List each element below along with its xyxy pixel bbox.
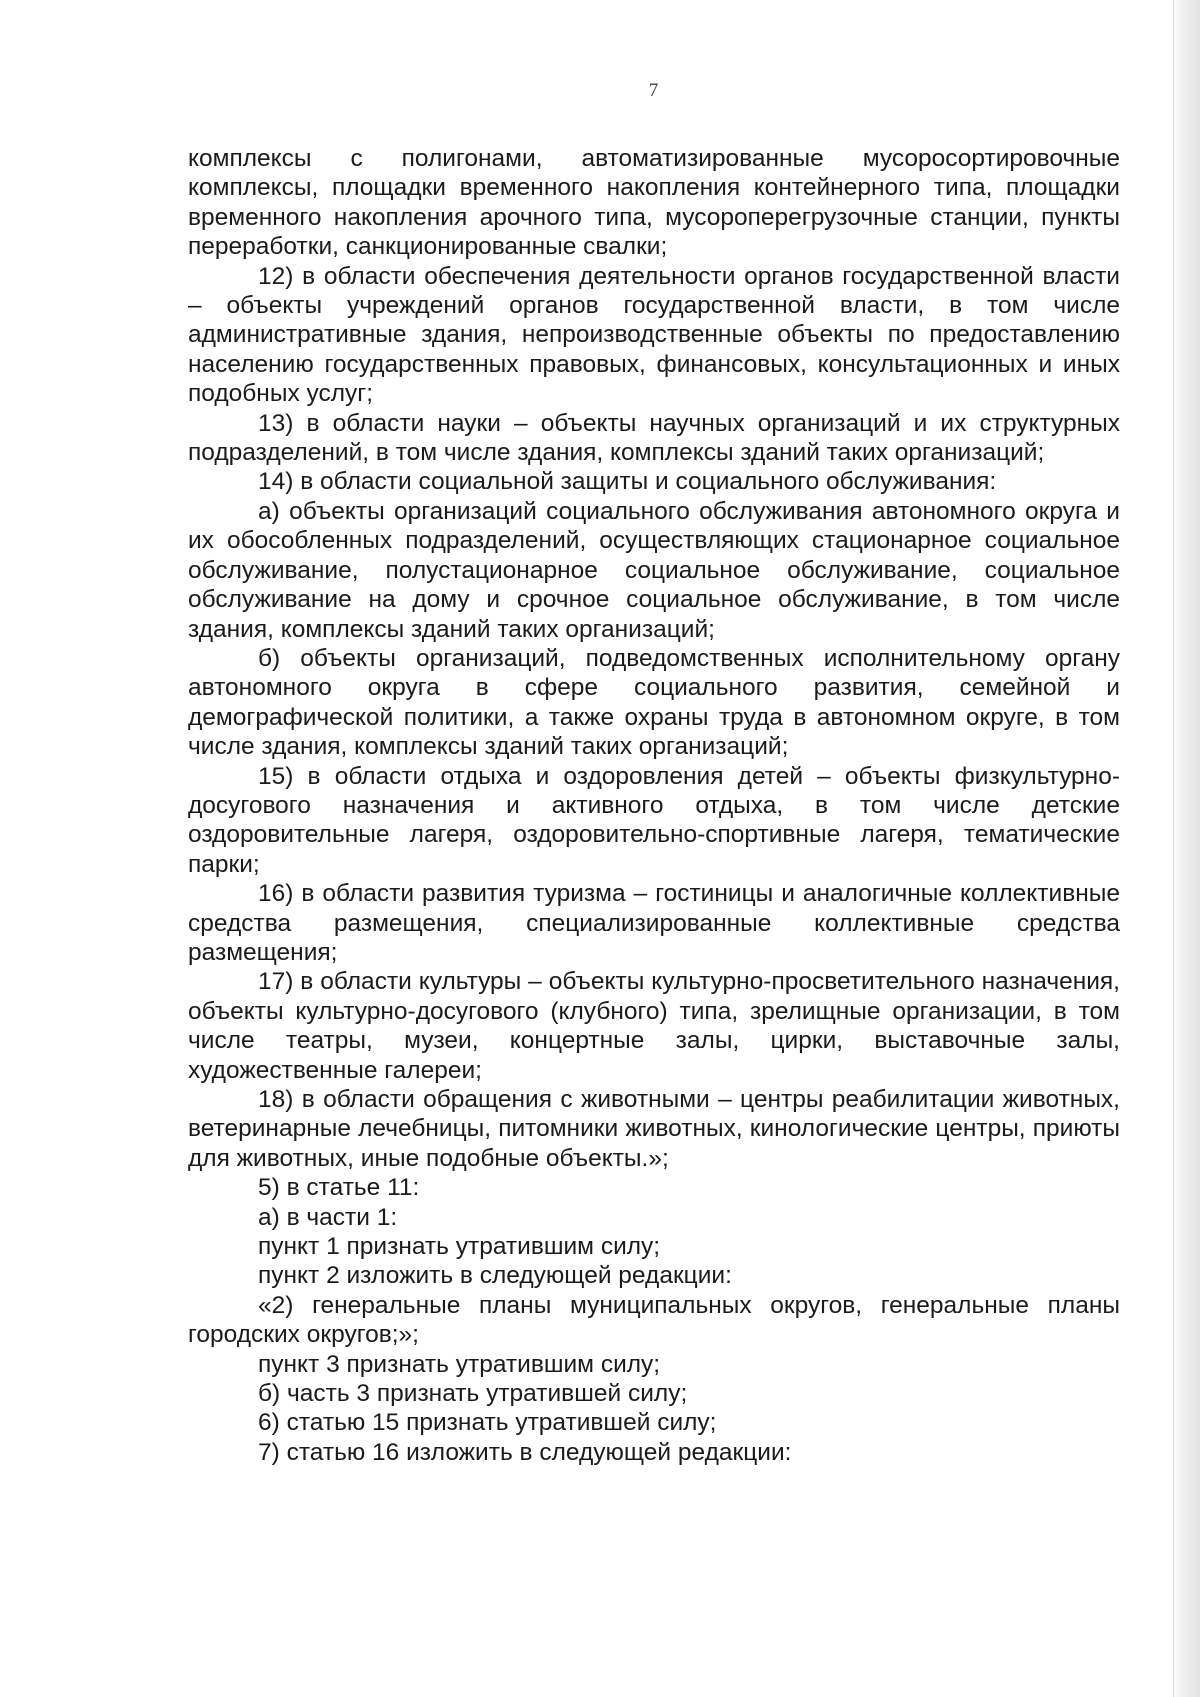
page-edge-shadow — [1172, 0, 1200, 1697]
paragraph: а) объекты организаций социального обслуживания автономного округа и их обособленных подразделений, осуществляющих стационарное социальное обслуживание, полустационарное социальное обслуживание, социальное обслуживание на дому и срочное социальное обслуживание, в том числе здания, комплексы зданий таких организаций; — [188, 497, 1120, 643]
paragraph: 15) в области отдыха и оздоровления детей – объекты физкультурно-досугового назначения и активного отдыха, в том числе детские оздоровительные лагеря, оздоровительно-спортивные лагеря, тематические парки; — [188, 762, 1120, 878]
paragraph: 13) в области науки – объекты научных организаций и их структурных подразделений, в том числе здания, комплексы зданий таких организаций; — [188, 409, 1120, 467]
page-edge-line — [1173, 0, 1174, 1697]
document-body — [188, 144, 1120, 1467]
page-number: 7 — [648, 80, 659, 101]
paragraph: б) часть 3 признать утратившей силу; — [258, 1380, 688, 1408]
paragraph: 6) статью 15 признать утратившей силу; — [258, 1409, 717, 1437]
paragraph: 5) в статье 11: — [258, 1174, 420, 1202]
paragraph: 17) в области культуры – объекты культурно-просветительного назначения, объекты культурно-досугового (клубного) типа, зрелищные организации, в том числе театры, музеи, концертные залы, цирки, выставочные залы, художественные галереи; — [188, 968, 1120, 1084]
paragraph: «2) генеральные планы муниципальных округов, генеральные планы городских округов;»; — [188, 1291, 1120, 1349]
paragraph: 7) статью 16 изложить в следующей редакции: — [258, 1438, 792, 1466]
paragraph: пункт 3 признать утратившим силу; — [258, 1350, 661, 1378]
paragraph: 14) в области социальной защиты и социального обслуживания: — [258, 468, 997, 496]
paragraph: б) объекты организаций, подведомственных исполнительному органу автономного округа в сфере социального развития, семейной и демографической политики, а также охраны труда в автономном округе, в том числе здания, комплексы зданий таких организаций; — [188, 644, 1120, 761]
paragraph: пункт 2 изложить в следующей редакции: — [258, 1262, 732, 1290]
paragraph: комплексы с полигонами, автоматизированные мусоросортировочные комплексы, площадки временного накопления контейнерного типа, площадки временного накопления арочного типа, мусороперегрузочные станции, пункты переработки, санкционированные свалки; — [188, 145, 1120, 261]
paragraph: 12) в области обеспечения деятельности органов государственной власти – объекты учреждений органов государственной власти, в том числе административные здания, непроизводственные объекты по предоставлению населению государственных правовых, финансовых, консультационных и иных подобных услуг; — [188, 262, 1120, 408]
paragraph: пункт 1 признать утратившим силу; — [258, 1233, 661, 1261]
paragraph: 16) в области развития туризма – гостиницы и аналогичные коллективные средства размещения, специализированные коллективные средства размещения; — [188, 880, 1120, 966]
paragraph: а) в части 1: — [258, 1203, 398, 1231]
paragraph: 18) в области обращения с животными – центры реабилитации животных, ветеринарные лечебницы, питомники животных, кинологические центры, приюты для животных, иные подобные объекты.»; — [188, 1086, 1120, 1172]
